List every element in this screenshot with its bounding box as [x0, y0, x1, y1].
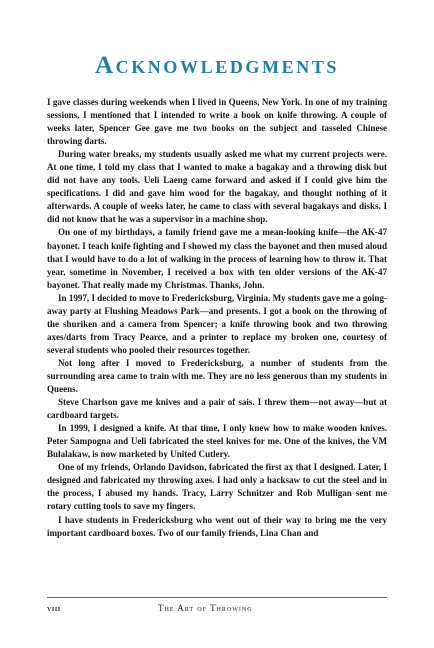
paragraph: In 1997, I decided to move to Fredericksburg, Virginia. My students gave me a going-away party at Flushing Meadows Park—and presents. I got a book on the throwing of the shuriken and a camera from Spencer; a knife throwing book and two throwing axes/darts from Tracy Pearce, and a printer to replace my broken one, courtesy of several students who pooled their resources together.	[47, 292, 387, 355]
page-number: viii	[47, 603, 61, 613]
footer-rule	[47, 597, 387, 598]
paragraph: On one of my birthdays, a family friend gave me a mean-looking knife—the AK-47 bayonet. I teach knife fighting and I showed my class the bayonet and then mused aloud that I would have to do a lot of walking in the process of learning how to throw it. That year, sometime in November, I received a box with ten older versions of the AK-47 bayonet. That really made my Christmas. Thanks, John.	[47, 227, 387, 290]
paragraph: In 1999, I designed a knife. At that time, I only knew how to make wooden knives. Peter Sampogna and Ueli fabricated the steel knives for me. One of the knives, the VM Bulalakaw, is now marketed by United Cutlery.	[47, 423, 387, 460]
paragraph: Steve Charlson gave me knives and a pair of sais. I threw them—not away—but at cardboard targets.	[47, 397, 387, 421]
paragraph: I have students in Fredericksburg who went out of their way to bring me the very important cardboard boxes. Two of our family friends, Lina Chan and	[47, 514, 387, 538]
running-footer-title: The Art of Throwing	[158, 603, 253, 613]
paragraph: I gave classes during weekends when I lived in Queens, New York. In one of my training sessions, I mentioned that I intended to write a book on knife throwing. A couple of weeks later, Spencer Gee gave me two books on the subject and tasseled Chinese throwing darts.	[47, 97, 387, 147]
page-title: Acknowledgments	[94, 51, 340, 79]
body-text	[47, 96, 387, 540]
paragraph: During water breaks, my students usually asked me what my current projects were. At one time, I told my class that I wanted to make a bagakay and a throwing disk but did not have any tools. Ueli Laeng came forward and asked if I could give him the specifications. I did and gave him wood for the bagakay, and thought nothing of it afterwards. A couple of weeks later, he came to class with several bagakays and disks. I did not know that he was a supervisor in a machine shop.	[47, 149, 387, 225]
paragraph: One of my friends, Orlando Davidson, fabricated the first ax that I designed. Later, I designed and fabricated my throwing axes. I had only a hacksaw to cut the steel and in the process, I abused my hands. Tracy, Larry Schnitzer and Rob Mulligan sent me rotary cutting tools to save my fingers.	[47, 462, 387, 512]
paragraph: Not long after I moved to Fredericksburg, a number of students from the surrounding area came to train with me. They are no less generous than my students in Queens.	[47, 357, 387, 395]
